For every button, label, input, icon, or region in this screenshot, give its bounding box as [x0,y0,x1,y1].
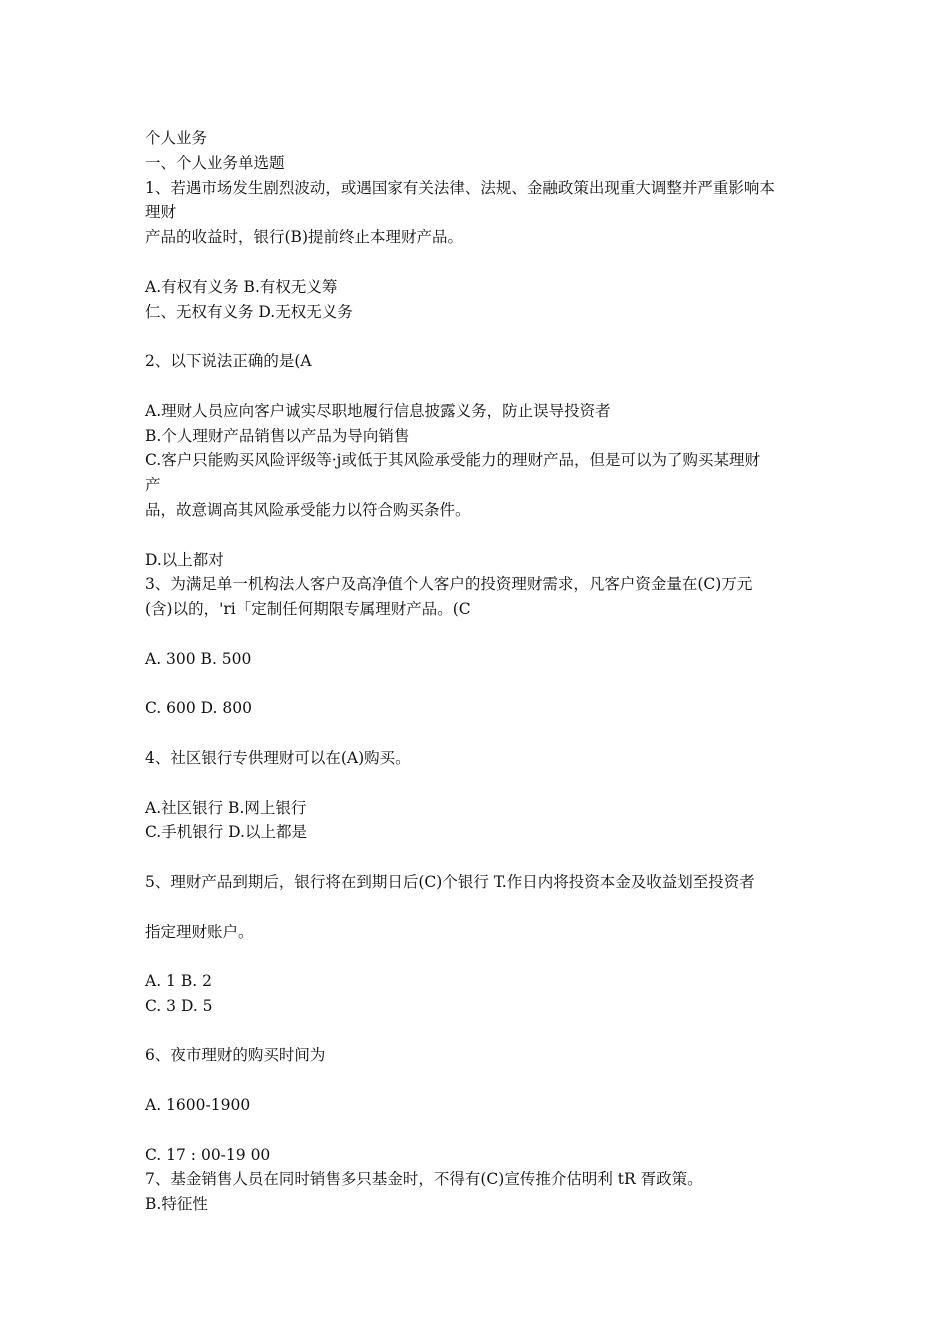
question-3-options: A. 300 B. 500 [145,649,252,668]
blank-line [145,622,825,647]
section-heading: 一、个人业务单选题 [145,153,285,172]
question-4-options: A.社区银行 B.网上银行 [145,798,307,817]
question-1-text: 理财 [145,203,177,222]
document-body [145,126,825,1217]
question-1-text: 产品的收益时，银行(B)提前终止本理财产品。 [145,228,463,247]
question-4-text: 4、社区银行专供理财可以在(A)购买。 [145,748,411,767]
blank-line [145,1068,825,1093]
question-3-text: 3、为满足单一机构法人客户及高净值个人客户的投资理财需求，凡客户资金量在(C)万元 [145,575,753,594]
blank-line [145,250,825,275]
question-5-text: 指定理财账户。 [145,922,254,941]
blank-line [145,944,825,969]
blank-line [145,771,825,796]
question-2-text: 2、以下说法正确的是(A [145,352,312,371]
question-7-text: 7、基金销售人员在同时销售多只基金时，不得有(C)宣传推介估明利 tR 胥政策。 [145,1170,703,1189]
question-5-options: A. 1 B. 2 [145,972,212,991]
question-1-options: A.有权有义务 B.有权无义筹 [145,277,338,296]
question-2-option-c: 品，故意调高其风险承受能力以符合购买条件。 [145,500,471,519]
question-2-option-b: B.个人理财产品销售以产品为导向销售 [145,426,410,445]
question-2-option-a: A.理财人员应向客户诚实尽职地履行信息披露义务，防止误导投资者 [145,401,611,420]
question-2-option-c: 产 [145,476,161,495]
blank-line [145,721,825,746]
question-4-options: C.手机银行 D.以上都是 [145,823,307,842]
question-6-option-a: A. 1600-1900 [145,1096,251,1115]
blank-line [145,324,825,349]
question-7-option-b: B.特征性 [145,1195,208,1214]
question-6-option-c: C. 17 : 00-19 00 [145,1145,271,1164]
blank-line [145,523,825,548]
blank-line [145,1118,825,1143]
doc-title: 个人业务 [145,129,208,147]
blank-line [145,895,825,920]
question-3-text: (含)以的，'ri「定制任何期限专属理财产品。(C [145,600,471,619]
blank-line [145,374,825,399]
question-5-text: 5、理财产品到期后，银行将在到期日后(C)个银行 T.作日内将投资本金及收益划至投资者 [145,872,755,891]
question-3-options: C. 600 D. 800 [145,699,252,718]
question-2-option-d: D.以上都对 [145,550,224,569]
blank-line [145,845,825,870]
question-6-text: 6、夜市理财的购买时间为 [145,1046,326,1065]
question-1-options: 仁、无权有义务 D.无权无义务 [145,302,353,321]
question-5-options: C. 3 D. 5 [145,996,213,1015]
question-1-text: 1、若遇市场发生剧烈波动，或遇国家有关法律、法规、金融政策出现重大调整并严重影响本 [145,178,775,197]
question-2-option-c: C.客户只能购买风险评级等·j或低于其风险承受能力的理财产品，但是可以为了购买某理财 [145,451,760,470]
blank-line [145,1019,825,1044]
blank-line [145,672,825,697]
